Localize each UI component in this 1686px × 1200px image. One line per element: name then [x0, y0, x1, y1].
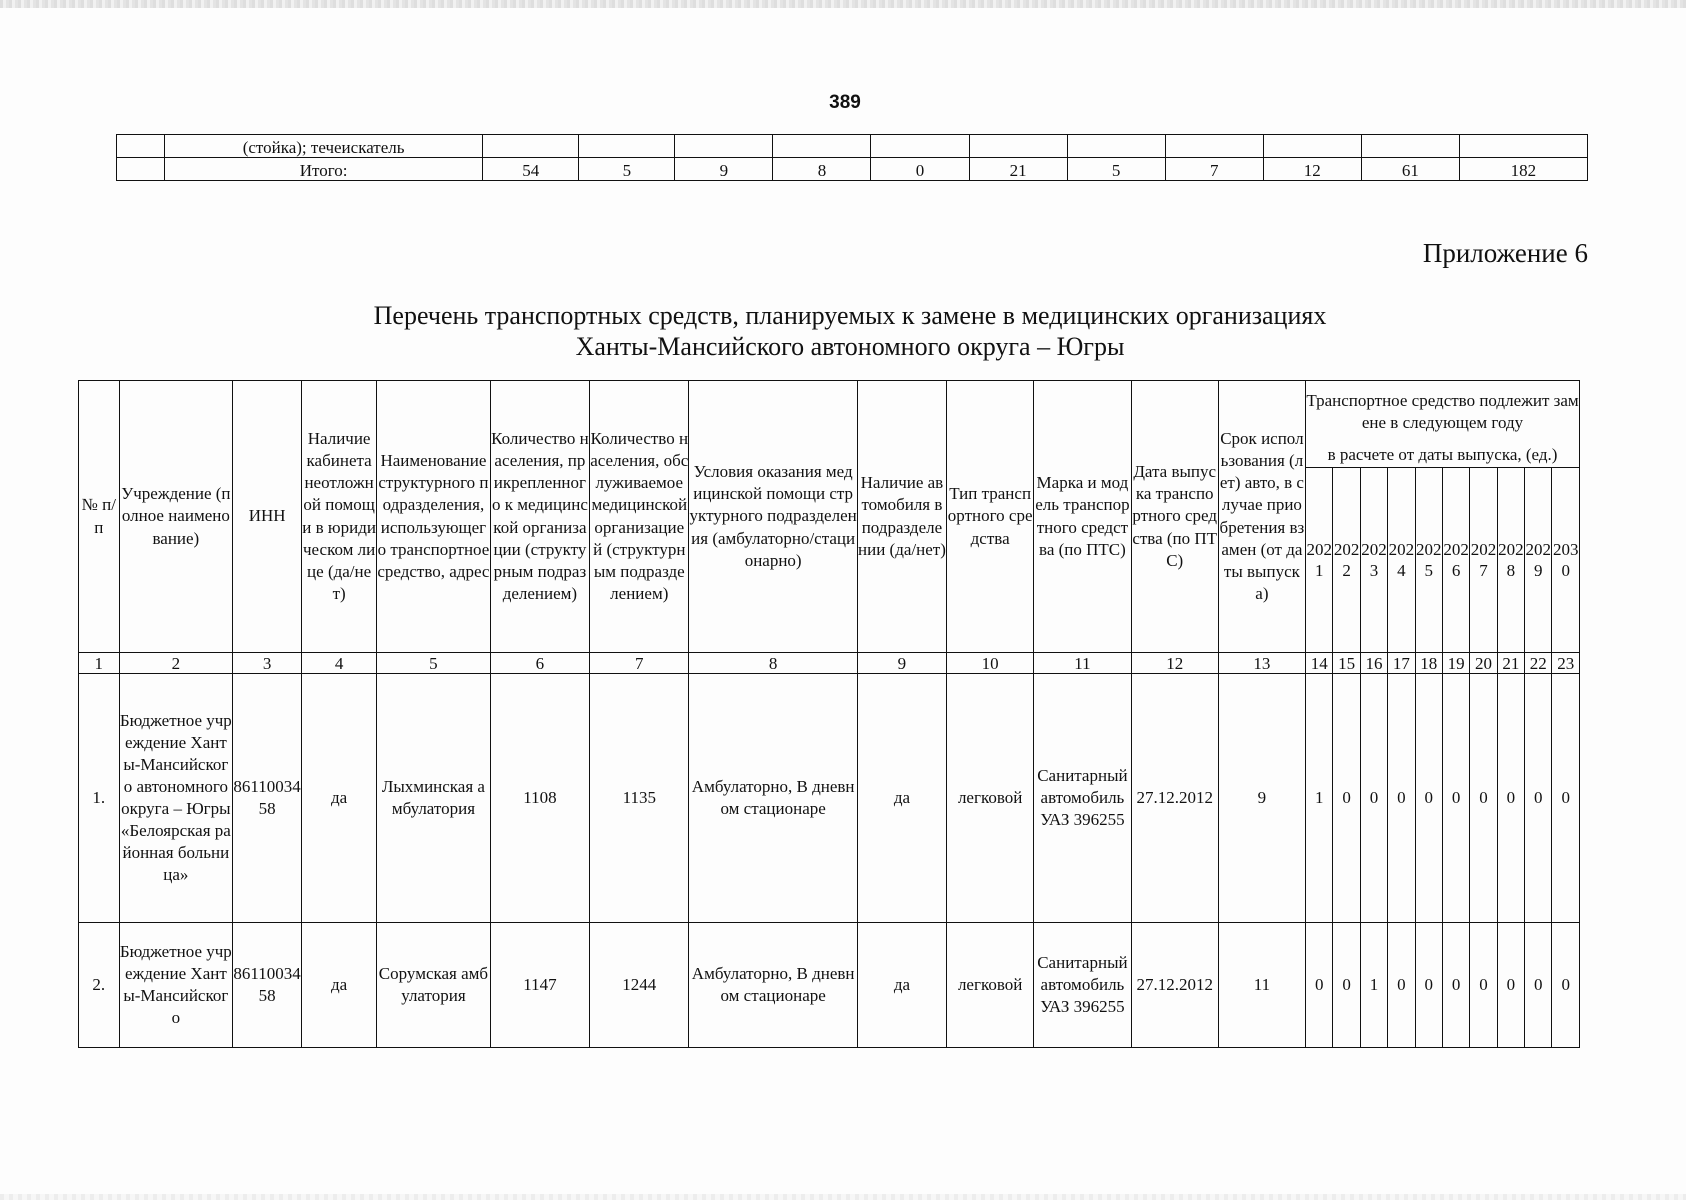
- year-count: 0: [1470, 923, 1497, 1048]
- header-replacement-sub: в расчете от даты выпуска, (ед.): [1306, 443, 1580, 468]
- table-row: [79, 923, 1580, 1048]
- header-year: 2023: [1360, 468, 1387, 653]
- brand-model: Санитарный автомобиль УАЗ 396255: [1034, 923, 1131, 1048]
- institution-name: Бюджетное учреждение Ханты-Мансийского автономного округа – Югры «Белоярская районная больница»: [119, 674, 233, 923]
- header-col-7: Количество населения, обслуживаемое медицинской организацией (структурным подразделением): [590, 381, 689, 653]
- year-count: 0: [1360, 674, 1387, 923]
- header-col-6: Количество населения, прикрепленного к медицинской организации (структурным подразделением): [490, 381, 589, 653]
- institution-name: Бюджетное учреждение Ханты-Мансийского: [119, 923, 233, 1048]
- header-col-13: Срок использования (лет) авто, в случае приобретения взамен (от даты выпуска): [1218, 381, 1305, 653]
- header-col-8: Условия оказания медицинской помощи структурного подразделения (амбулаторно/стационарно): [689, 381, 857, 653]
- year-count: 0: [1552, 674, 1580, 923]
- subdivision-name: Лыхминская амбулатория: [377, 674, 491, 923]
- header-col-5: Наименование структурного подразделения, использующего транспортное средство, адрес: [377, 381, 491, 653]
- header-col-10: Тип транспортного средства: [947, 381, 1034, 653]
- total-value: 21: [969, 158, 1067, 181]
- year-count: 0: [1525, 674, 1552, 923]
- column-number: 4: [302, 653, 377, 674]
- page-number: 389: [829, 92, 861, 113]
- header-col-12: Дата выпуска транспортного средства (по ПТС): [1131, 381, 1218, 653]
- year-count: 0: [1442, 674, 1469, 923]
- header-year: 2030: [1552, 468, 1580, 653]
- header-year: 2022: [1333, 468, 1360, 653]
- header-year: 2028: [1497, 468, 1524, 653]
- usage-term: 9: [1218, 674, 1305, 923]
- total-value: 61: [1361, 158, 1459, 181]
- year-count: 0: [1306, 923, 1333, 1048]
- year-count: 0: [1333, 923, 1360, 1048]
- header-col-2: Учреждение (полное наименование): [119, 381, 233, 653]
- title-line-1: Перечень транспортных средств, планируемых к замене в медицинских организациях: [373, 301, 1327, 330]
- year-count: 1: [1360, 923, 1387, 1048]
- care-conditions: Амбулаторно, В дневном стационаре: [689, 674, 857, 923]
- totals-row-continuation: [117, 135, 1588, 158]
- year-count: 0: [1442, 923, 1469, 1048]
- header-col-3: ИНН: [233, 381, 302, 653]
- column-number-row: [79, 653, 1580, 674]
- subdivision-name: Сорумская амбулатория: [377, 923, 491, 1048]
- vehicle-type: легковой: [947, 674, 1034, 923]
- column-number: 5: [377, 653, 491, 674]
- release-date: 27.12.2012: [1131, 674, 1218, 923]
- document-title: [250, 300, 1450, 362]
- total-value: 182: [1459, 158, 1587, 181]
- year-count: 0: [1333, 674, 1360, 923]
- header-year: 2021: [1306, 468, 1333, 653]
- inn-value: 8611003458: [233, 923, 302, 1048]
- usage-term: 11: [1218, 923, 1305, 1048]
- year-count: 0: [1388, 674, 1415, 923]
- vehicle-type: легковой: [947, 923, 1034, 1048]
- total-value: 0: [871, 158, 969, 181]
- year-count: 0: [1415, 674, 1442, 923]
- title-line-2: Ханты-Мансийского автономного округа – Югры: [575, 332, 1125, 362]
- header-year: 2025: [1415, 468, 1442, 653]
- header-replacement-group: Транспортное средство подлежит замене в следующем году: [1306, 381, 1580, 444]
- has-vehicle-value: да: [857, 923, 946, 1048]
- attached-population: 1108: [490, 674, 589, 923]
- total-value: 12: [1263, 158, 1361, 181]
- column-number: 22: [1525, 653, 1552, 674]
- column-number: 3: [233, 653, 302, 674]
- column-number: 19: [1442, 653, 1469, 674]
- column-number: 16: [1360, 653, 1387, 674]
- served-population: 1135: [590, 674, 689, 923]
- header-col-11: Марка и модель транспортного средства (по ПТС): [1034, 381, 1131, 653]
- scan-edge-top: [0, 0, 1686, 8]
- year-count: 0: [1525, 923, 1552, 1048]
- header-col-4: Наличие кабинета неотложной помощи в юридическом лице (да/нет): [302, 381, 377, 653]
- total-value: 54: [483, 158, 579, 181]
- totals-row: [117, 158, 1588, 181]
- total-value: 7: [1165, 158, 1263, 181]
- header-year: 2029: [1525, 468, 1552, 653]
- emergency-cabinet-value: да: [302, 923, 377, 1048]
- release-date: 27.12.2012: [1131, 923, 1218, 1048]
- header-year: 2027: [1470, 468, 1497, 653]
- continuation-label: (стойка); течеискатель: [165, 135, 483, 158]
- year-count: 0: [1415, 923, 1442, 1048]
- scan-edge-bottom: [0, 1194, 1686, 1200]
- column-number: 14: [1306, 653, 1333, 674]
- column-number: 7: [590, 653, 689, 674]
- column-number: 15: [1333, 653, 1360, 674]
- column-number: 13: [1218, 653, 1305, 674]
- brand-model: Санитарный автомобиль УАЗ 396255: [1034, 674, 1131, 923]
- column-number: 12: [1131, 653, 1218, 674]
- year-count: 0: [1388, 923, 1415, 1048]
- total-value: 8: [773, 158, 871, 181]
- year-count: 0: [1470, 674, 1497, 923]
- total-value: 5: [1067, 158, 1165, 181]
- column-number: 18: [1415, 653, 1442, 674]
- served-population: 1244: [590, 923, 689, 1048]
- column-number: 11: [1034, 653, 1131, 674]
- column-number: 20: [1470, 653, 1497, 674]
- header-year: 2024: [1388, 468, 1415, 653]
- table-row: [79, 674, 1580, 923]
- column-number: 6: [490, 653, 589, 674]
- total-value: 9: [675, 158, 773, 181]
- year-count: 1: [1306, 674, 1333, 923]
- total-value: 5: [579, 158, 675, 181]
- row-number: 2.: [79, 923, 120, 1048]
- column-number: 10: [947, 653, 1034, 674]
- column-number: 8: [689, 653, 857, 674]
- inn-value: 8611003458: [233, 674, 302, 923]
- header-col-9: Наличие автомобиля в подразделении (да/нет): [857, 381, 946, 653]
- emergency-cabinet-value: да: [302, 674, 377, 923]
- header-col-1: № п/п: [79, 381, 120, 653]
- row-number: 1.: [79, 674, 120, 923]
- column-number: 9: [857, 653, 946, 674]
- totals-label: Итого:: [165, 158, 483, 181]
- year-count: 0: [1497, 674, 1524, 923]
- has-vehicle-value: да: [857, 674, 946, 923]
- vehicles-table: [78, 380, 1580, 1048]
- attached-population: 1147: [490, 923, 589, 1048]
- totals-table: [116, 134, 1588, 181]
- column-number: 2: [119, 653, 233, 674]
- appendix-label: Приложение 6: [1422, 238, 1588, 268]
- column-number: 21: [1497, 653, 1524, 674]
- year-count: 0: [1552, 923, 1580, 1048]
- header-year: 2026: [1442, 468, 1469, 653]
- column-number: 23: [1552, 653, 1580, 674]
- header-row-1: [79, 381, 1580, 444]
- year-count: 0: [1497, 923, 1524, 1048]
- column-number: 1: [79, 653, 120, 674]
- column-number: 17: [1388, 653, 1415, 674]
- care-conditions: Амбулаторно, В дневном стационаре: [689, 923, 857, 1048]
